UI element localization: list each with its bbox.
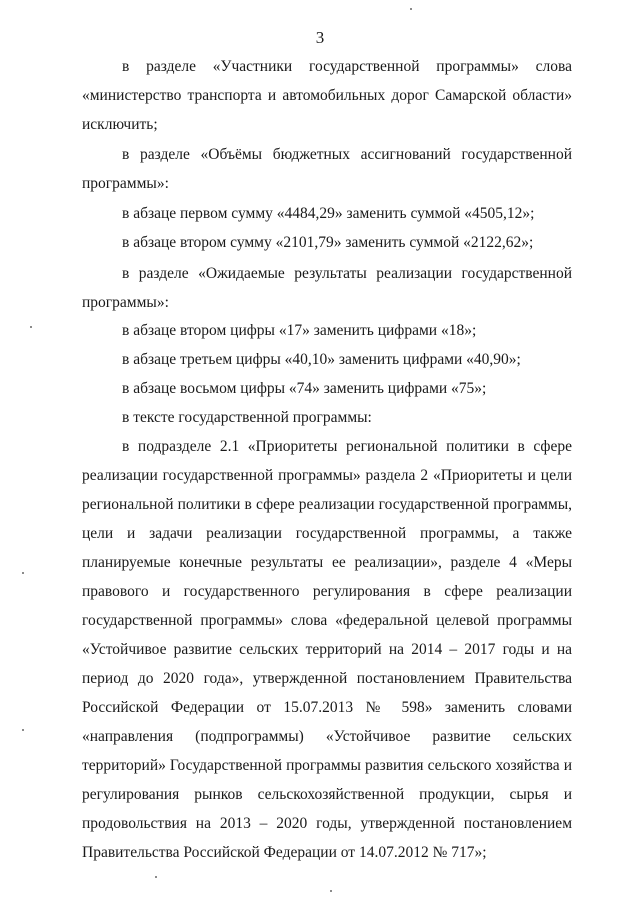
scan-speck [410, 8, 412, 10]
paragraph-line: территорий» Государственной программы развития сельского хозяйства и [82, 757, 572, 774]
paragraph-line: программы»: [82, 294, 169, 311]
paragraph [82, 345, 572, 374]
paragraph [82, 403, 572, 432]
paragraph-line: в подразделе 2.1 «Приоритеты региональной политики в сфере [122, 438, 572, 455]
paragraph-line: регулирования рынков сельскохозяйственной продукции, сырья и [82, 786, 572, 803]
paragraph-line: продовольствия на 2013 – 2020 годы, утвержденной постановлением [82, 815, 572, 832]
scan-speck [30, 326, 32, 328]
paragraph-line: «министерство транспорта и автомобильных дорог Самарской области» [82, 87, 572, 104]
paragraph-line: в тексте государственной программы: [122, 409, 372, 426]
paragraph-line: правового и государственного регулирования в сфере реализации [82, 583, 572, 600]
paragraph-line: региональной политики в сфере реализации государственной программы, [82, 496, 572, 513]
paragraph-line: Правительства Российской Федерации от 14.07.2012 № 717»; [82, 844, 487, 861]
paragraph-line: период до 2020 года», утвержденной постановлением Правительства [82, 670, 572, 687]
paragraph [82, 432, 572, 867]
paragraph [82, 140, 572, 198]
paragraph-line: реализации государственной программы» раздела 2 «Приоритеты и цели [82, 467, 572, 484]
page-number: 3 [315, 28, 325, 47]
paragraph-line: программы»: [82, 175, 169, 192]
paragraph-line: Российской Федерации от 15.07.2013 № 598» заменить словами [82, 699, 572, 716]
scan-speck [22, 572, 24, 574]
paragraph-line: планируемые конечные результаты ее реализации», разделе 4 «Меры [82, 554, 572, 571]
paragraph-line: цели и задачи реализации государственной программы, а также [82, 525, 572, 542]
paragraph [82, 199, 572, 228]
paragraph [82, 316, 572, 345]
paragraph-line: в абзаце втором сумму «2101,79» заменить суммой «2122,62»; [122, 234, 534, 251]
scan-speck [330, 890, 332, 892]
paragraph-line: в абзаце втором цифры «17» заменить цифрами «18»; [122, 322, 477, 339]
paragraph-line: «Устойчивое развитие сельских территорий на 2014 – 2017 годы и на [82, 641, 572, 658]
paragraph-line: в разделе «Объёмы бюджетных ассигнований государственной [122, 146, 572, 163]
paragraph [82, 228, 572, 257]
paragraph [82, 259, 572, 317]
scan-speck [155, 876, 157, 878]
paragraph-line: в разделе «Ожидаемые результаты реализации государственной [122, 265, 572, 282]
paragraph-line: в абзаце третьем цифры «40,10» заменить цифрами «40,90»; [122, 351, 521, 368]
paragraph [82, 374, 572, 403]
paragraph-line: исключить; [82, 116, 158, 133]
paragraph-line: государственной программы» слова «федеральной целевой программы [82, 612, 572, 629]
paragraph-line: в абзаце восьмом цифры «74» заменить цифрами «75»; [122, 380, 487, 397]
paragraph-line: «направления (подпрограммы) «Устойчивое развитие сельских [82, 728, 572, 745]
scan-speck [22, 729, 24, 731]
paragraph-line: в абзаце первом сумму «4484,29» заменить суммой «4505,12»; [122, 205, 535, 222]
paragraph [82, 52, 572, 139]
paragraph-line: в разделе «Участники государственной программы» слова [122, 58, 572, 75]
